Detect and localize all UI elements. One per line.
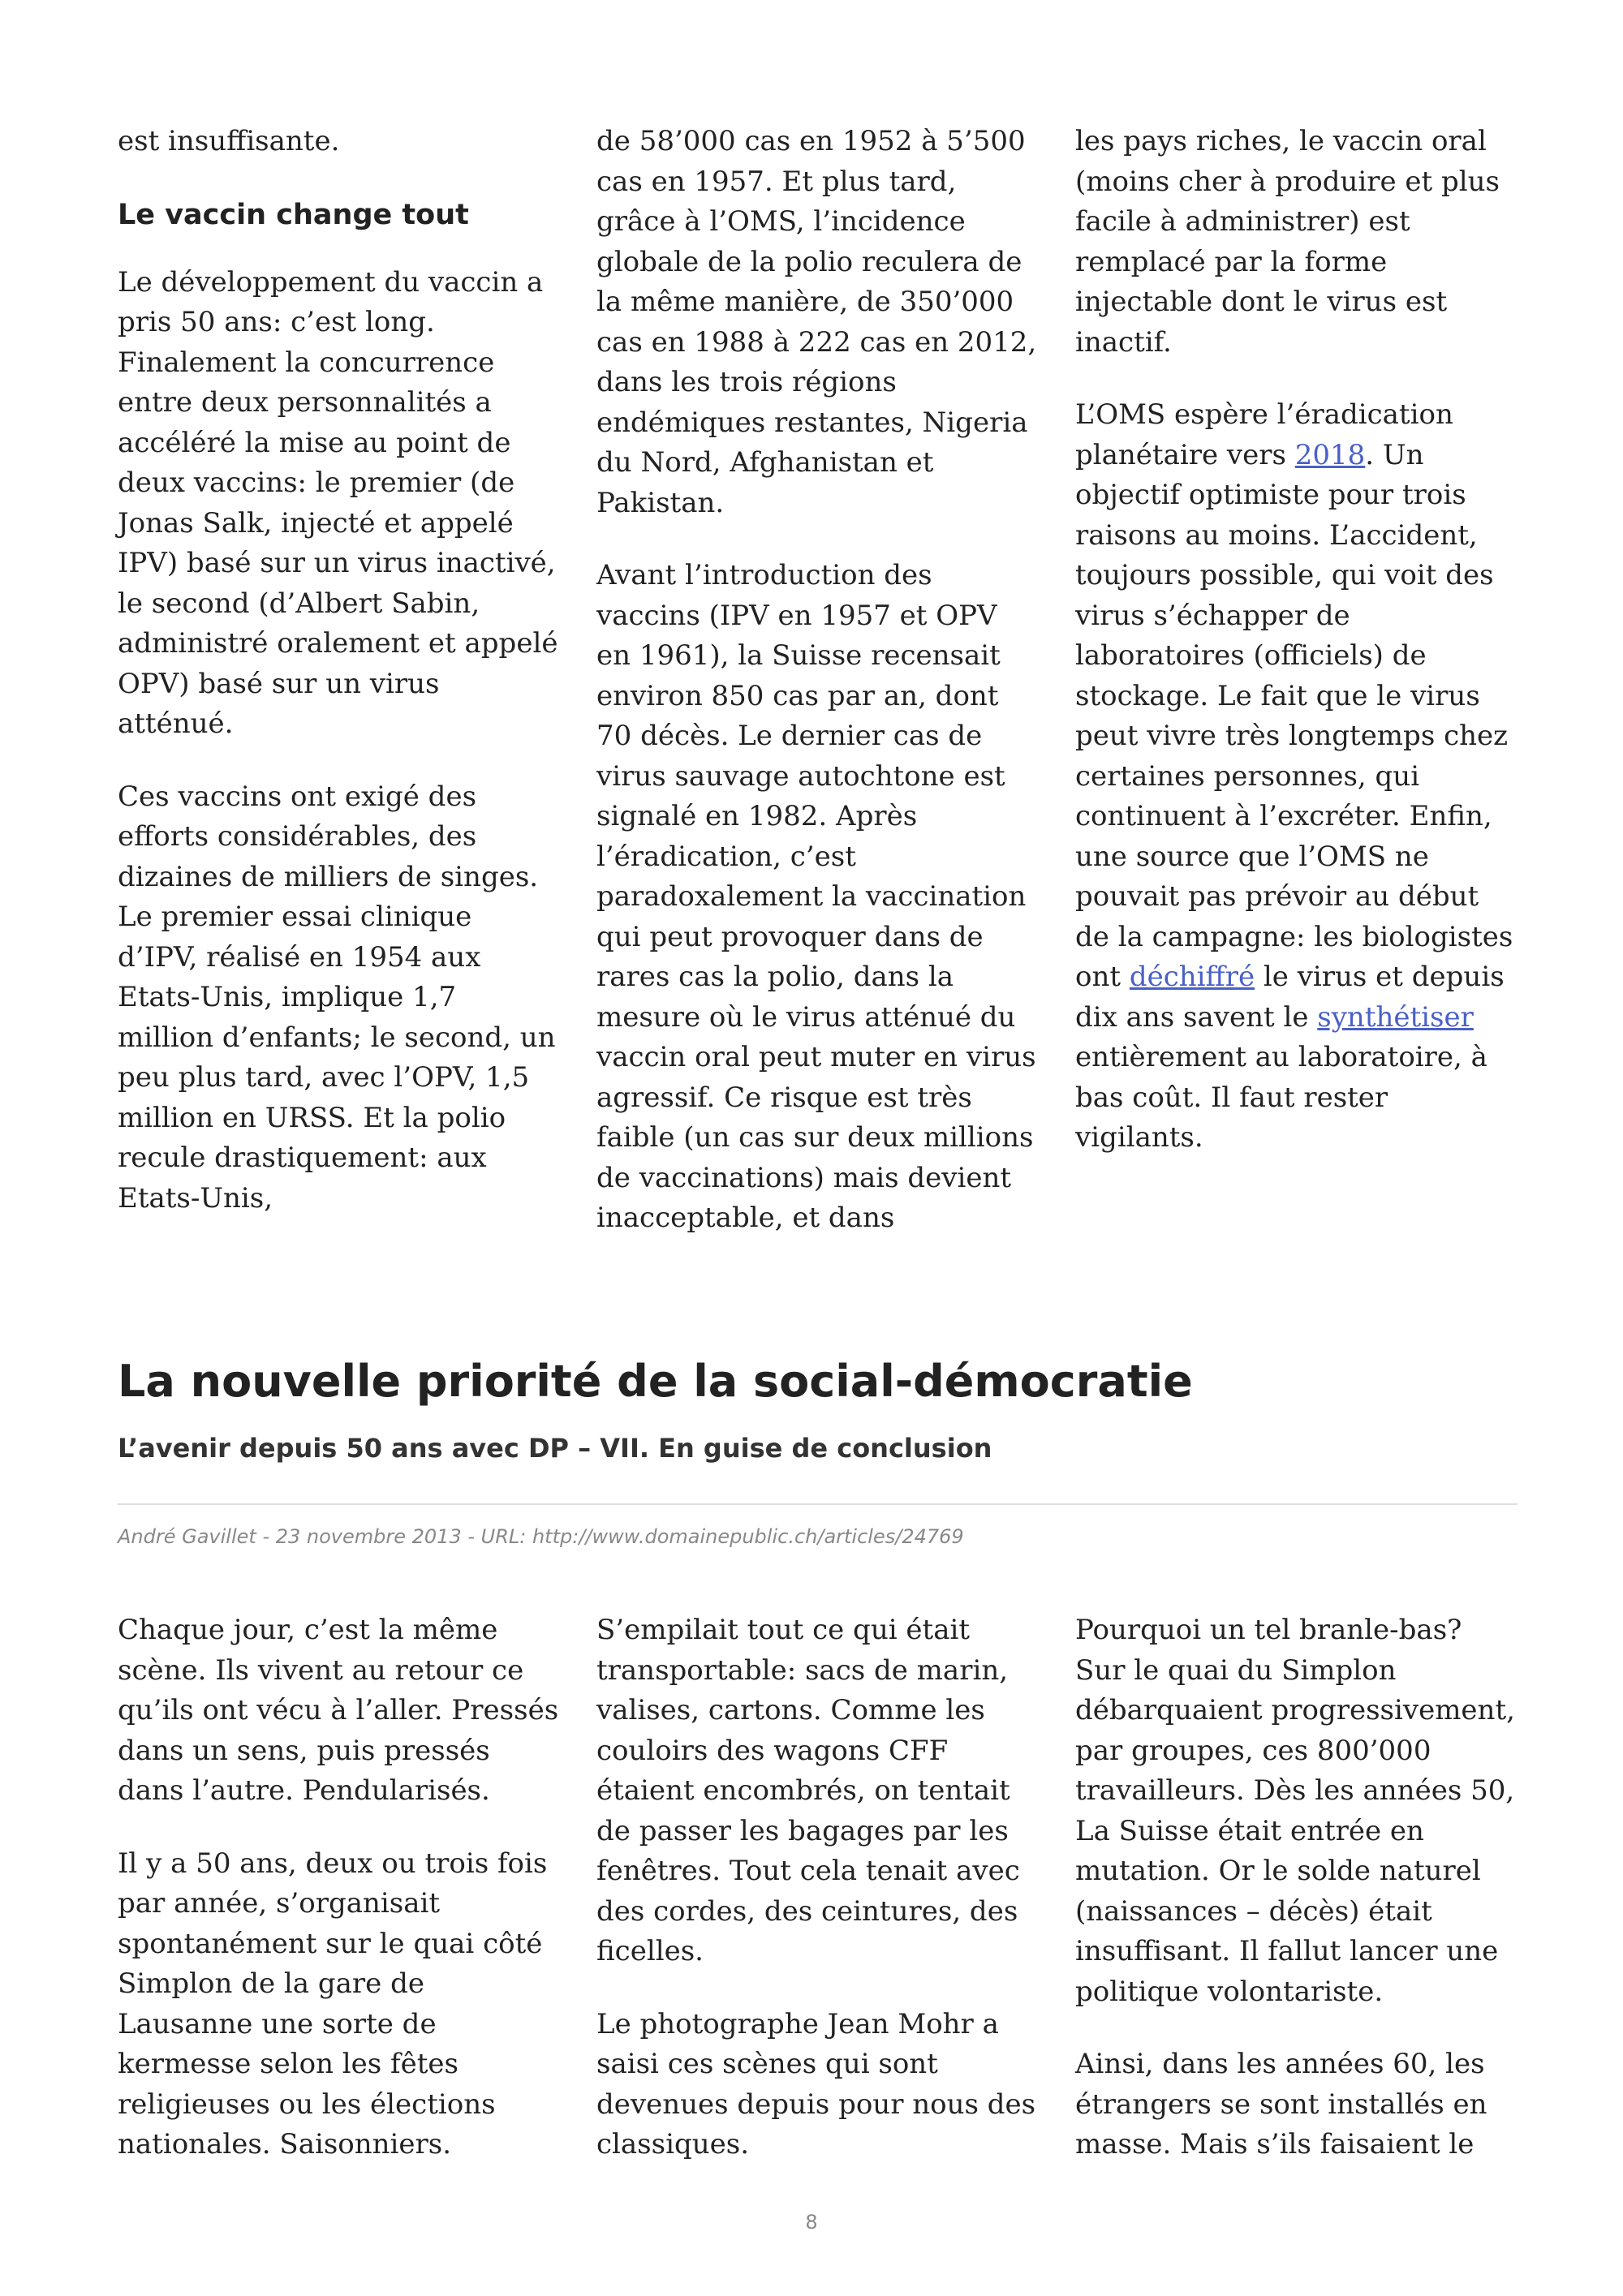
text-column-3 (1075, 122, 1518, 1191)
article-subtitle: L’avenir depuis 50 ans avec DP – VII. En guise de conclusion (118, 1433, 992, 1464)
text-run: entièrement au laboratoire, à bas coût. Il faut rester vigilants. (1075, 1041, 1487, 1154)
link-dechiffre[interactable]: déchiffré (1129, 961, 1255, 993)
paragraph: Le développement du vaccin a pris 50 ans: c’est long. Finalement la concurrence entre deux personnalités a accéléré la mise au point de deux vaccins: le premier (de Jonas Salk, injecté et appelé IPV) basé sur un virus inactivé, le second (d’Albert Sabin, administré oralement et appelé OPV) basé sur un virus atténué. (118, 265, 558, 740)
text-column-1 (118, 122, 560, 1251)
section-heading: Le vaccin change tout (118, 198, 469, 231)
paragraph: de 58’000 cas en 1952 à 5’500 cas en 1957. Et plus tard, grâce à l’OMS, l’incidence globale de la polio reculera de la même manière, de 350’000 cas en 1988 à 222 cas en 2012, dans les trois régions endémiques restantes, Nigeria du Nord, Afghanistan et Pakistan. (596, 125, 1037, 519)
article-title: La nouvelle priorité de la social-démocratie (118, 1356, 1193, 1407)
paragraph: Ces vaccins ont exigé des efforts considérables, des dizaines de milliers de singes. Le premier essai clinique d’IPV, réalisé en 1954 aux Etats-Unis, implique 1,7 million d’enfants; le second, un peu plus tard, avec l’OPV, 1,5 million en URSS. Et la polio recule drastiquement: aux Etats-Unis, (118, 780, 556, 1215)
paragraph (1075, 395, 1518, 1159)
paragraph: Ainsi, dans les années 60, les étrangers se sont installés en masse. Mais s’ils faisaient le (1075, 2048, 1487, 2161)
text-run: le virus et depuis dix ans savent le (1075, 961, 1505, 1034)
divider (118, 1503, 1518, 1505)
paragraph: Le photographe Jean Mohr a saisi ces scènes qui sont devenues depuis pour nous des classiques. (596, 2007, 1036, 2161)
text-run: L’OMS espère l’éradication planétaire vers (1075, 398, 1453, 471)
text-column-2 (596, 1610, 1039, 2198)
page-number: 8 (805, 2211, 818, 2234)
text-run: . Un objectif optimiste pour trois raisons au moins. L’accident, toujours possible, qui voit des virus s’échapper de laboratoires (officiels) de stockage. Le fait que le virus peut vivre très longtemps chez certaines personnes, qui continuent à l’excréter. Enfin, une source que l’OMS ne pouvait pas prévoir au début de la campagne: les biologistes ont (1075, 438, 1513, 993)
paragraph: les pays riches, le vaccin oral (moins cher à produire et plus facile à administrer) est remplacé par la forme injectable dont le virus est inactif. (1075, 125, 1500, 359)
paragraph: Il y a 50 ans, deux ou trois fois par année, s’organisait spontanément sur le quai côté Simplon de la gare de Lausanne une sorte de kermesse selon les fêtes religieuses ou les élections nationales. Saisonniers. (118, 1847, 548, 2161)
link-2018[interactable]: 2018 (1294, 438, 1366, 471)
paragraph: Pourquoi un tel branle-bas? Sur le quai du Simplon débarquaient progressivement, par groupes, ces 800’000 travailleurs. Dès les années 50, La Suisse était entrée en mutation. Or le solde naturel (naissances – décès) était insuffisant. Il fallut lancer une politique volontariste. (1075, 1614, 1515, 2008)
paragraph: Chaque jour, c’est la même scène. Ils vivent au retour ce qu’ils ont vécu à l’aller. Pressés dans un sens, puis pressés dans l’autre. Pendularisés. (118, 1614, 559, 1807)
paragraph: Avant l’introduction des vaccins (IPV en 1957 et OPV en 1961), la Suisse recensait environ 850 cas par an, dont 70 décès. Le dernier cas de virus sauvage autochtone est signalé en 1982. Après l’éradication, c’est paradoxalement la vaccination qui peut provoquer dans de rares cas la polio, dans la mesure où le virus atténué du vaccin oral peut muter en virus agressif. Ce risque est très faible (un cas sur deux millions de vaccinations) mais devient inacceptable, et dans (596, 559, 1036, 1234)
paragraph: est insuffisante. (118, 125, 340, 157)
text-column-2 (596, 122, 1039, 1271)
paragraph: S’empilait tout ce qui était transportable: sacs de marin, valises, cartons. Comme les couloirs des wagons CFF étaient encombrés, on tentait de passer les bagages par les fenêtres. Tout cela tenait avec des cordes, des ceintures, des ficelles. (596, 1614, 1020, 1967)
text-column-3 (1075, 1610, 1518, 2198)
article-byline: André Gavillet - 23 novembre 2013 - URL: http://www.domainepublic.ch/articles/24769 (118, 1525, 964, 1548)
text-column-1 (118, 1610, 560, 2198)
link-synthetiser[interactable]: synthétiser (1317, 1000, 1474, 1034)
